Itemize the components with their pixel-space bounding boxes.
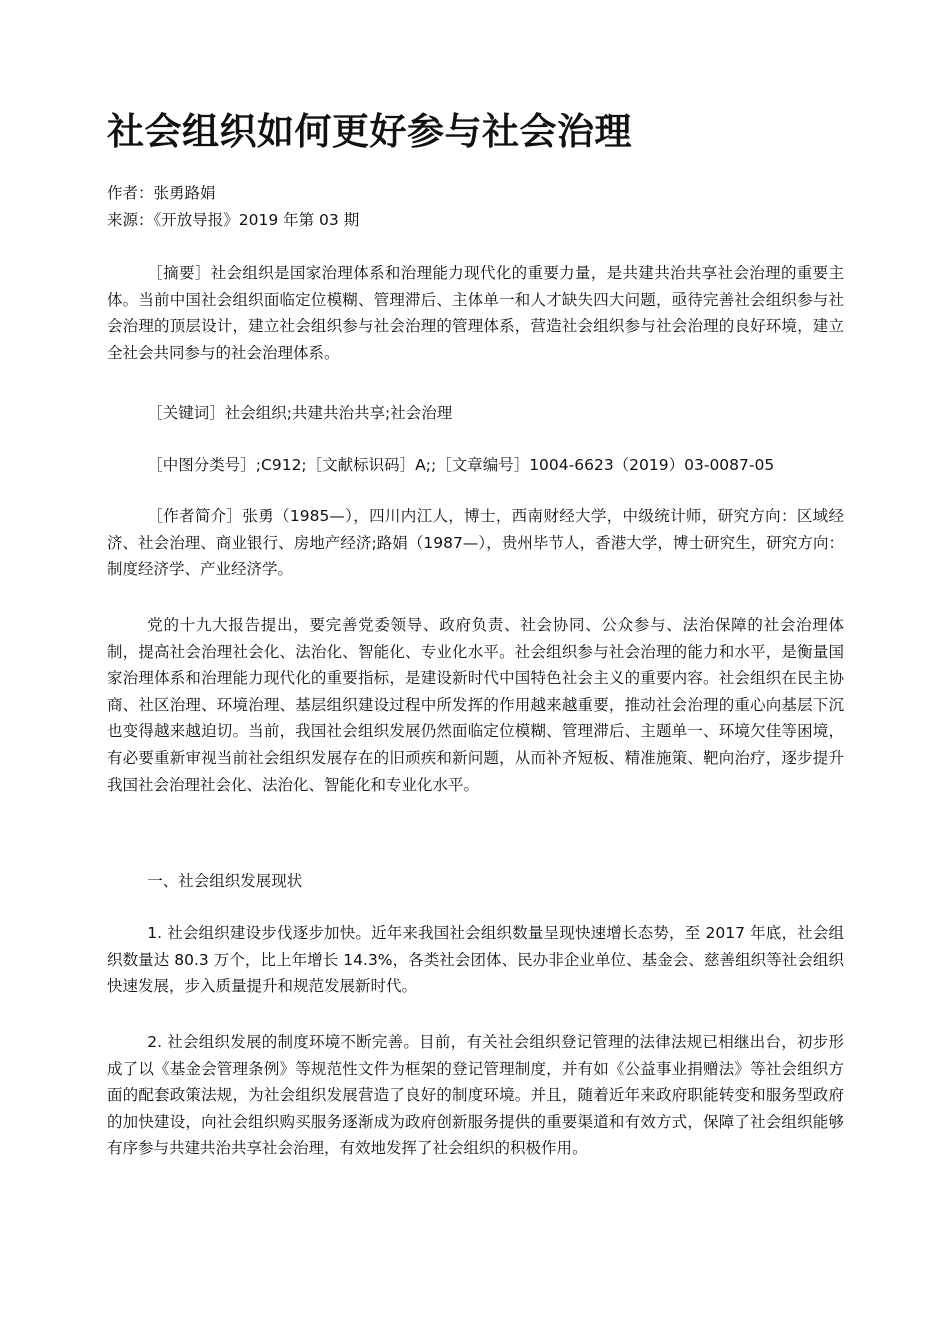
section-heading: 一、社会组织发展现状 <box>147 872 303 890</box>
list-item-2: 2. 社会组织发展的制度环境不断完善。目前，有关社会组织登记管理的法律法规已相继出台，初步形成了以《基金会管理条例》等规范性文件为框架的登记管理制度，并有如《公益事业捐赠法》等社会组织方面的配套政策法规，为社会组织发展营造了良好的制度环境。并且，随着近年来政府职能转变和服务型政府的加快建设，向社会组织购买服务逐渐成为政府创新服务提供的重要渠道和有效方式，保障了社会组织能够有序参与共建共治共享社会治理，有效地发挥了社会组织的积极作用。 <box>107 1033 844 1158</box>
source-line: 来源：《开放导报》2019 年第 03 期 <box>107 211 360 229</box>
list-item-1: 1. 社会组织建设步伐逐步加快。近年来我国社会组织数量呈现快速增长态势，至 2017 年底，社会组织数量达 80.3 万个，比上年增长 14.3%，各类社会团体、民办非企业单位、基金会、慈善组织等社会组织快速发展，步入质量提升和规范发展新时代。 <box>107 924 844 996</box>
abstract-paragraph: ［摘要］社会组织是国家治理体系和治理能力现代化的重要力量，是共建共治共享社会治理的重要主体。当前中国社会组织面临定位模糊、管理滞后、主体单一和人才缺失四大问题，亟待完善社会组织参与社会治理的顶层设计，建立社会组织参与社会治理的管理体系，营造社会组织参与社会治理的良好环境，建立全社会共同参与的社会治理体系。 <box>107 264 844 362</box>
intro-paragraph: 党的十九大报告提出，要完善党委领导、政府负责、社会协同、公众参与、法治保障的社会治理体制，提高社会治理社会化、法治化、智能化、专业化水平。社会组织参与社会治理的能力和水平，是衡量国家治理体系和治理能力现代化的重要指标，是建设新时代中国特色社会主义的重要内容。社会组织在民主协商、社区治理、环境治理、基层组织建设过程中所发挥的作用越来越重要，推动社会治理的重心向基层下沉也变得越来越迫切。当前，我国社会组织发展仍然面临定位模糊、管理滞后、主题单一、环境欠佳等困境，有必要重新审视当前社会组织发展存在的旧顽疾和新问题，从而补齐短板、精准施策、靶向治疗，逐步提升我国社会治理社会化、法治化、智能化和专业化水平。 <box>107 616 844 794</box>
classification-paragraph: ［中图分类号］;C912;［文献标识码］A;;［文章编号］1004-6623（2019）03-0087-05 <box>147 456 775 474</box>
keywords-paragraph: ［关键词］社会组织;共建共治共享;社会治理 <box>147 404 453 422</box>
article-title: 社会组织如何更好参与社会治理 <box>107 110 632 153</box>
author-line: 作者：张勇路娟 <box>107 184 216 202</box>
author-bio-paragraph: ［作者简介］张勇（1985—），四川内江人，博士，西南财经大学，中级统计师，研究方向：区域经济、社会治理、商业银行、房地产经济;路娟（1987—），贵州毕节人，香港大学，博士研究生，研究方向：制度经济学、产业经济学。 <box>107 507 844 579</box>
